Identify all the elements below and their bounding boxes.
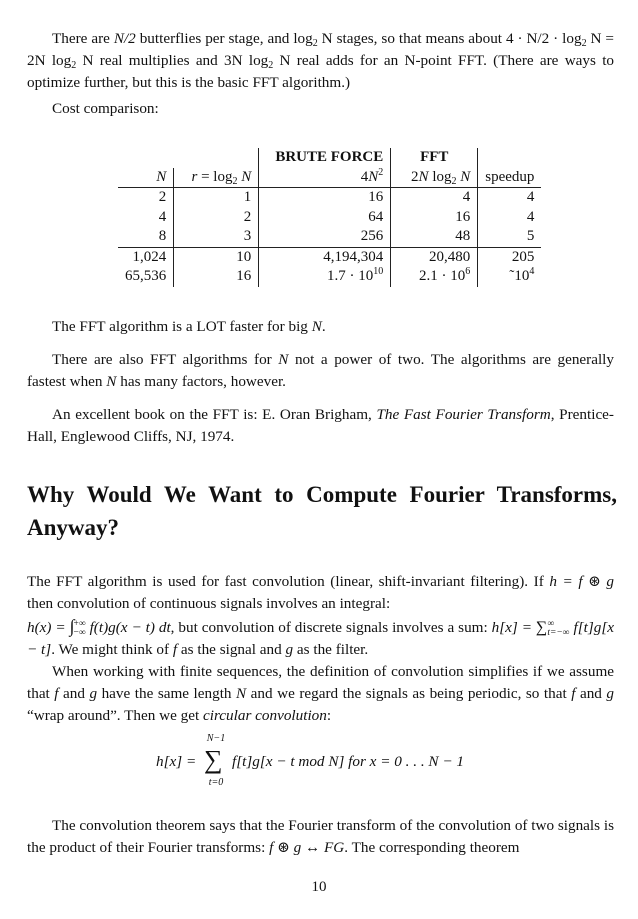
table-row: 65,536 16 $1.7 \cdot 10^{10}$ $2.1 \cdot 10^6$ $˜10^4$ [118,267,541,287]
paragraph-circular-convolution: When working with finite sequences, the definition of convolution simplifies if we assume that f and g have the same length N and we regard the signals as being periodic, so that f and g “wrap around”. Then we get circular convolution: [27,663,614,724]
page-number: 10 [311,879,327,895]
circular-convolution-equation: h[x] = N−1 ∑ t=0 f[t]g[x − t mod N] for x = 0 . . . N − 1 [156,733,464,788]
paragraph-book-reference: An excellent book on the FFT is: E. Oran Brigham, The Fast Fourier Transform, Prentice-Hall, Englewood Cliffs, NJ, 1974. [27,406,614,445]
cost-comparison-table [118,148,541,287]
header-n: N [118,168,174,188]
paragraph-fft-faster: The FFT algorithm is a LOT faster for big N. [52,318,326,335]
cost-comparison-label: Cost comparison: [52,100,159,117]
paragraph-fft-cost: There are N/2 butterflies per stage, and $\log_2 N$ stages, so that means about $4 \cdot N/2 \cdot \log_2 N = 2N$ $\log_2 N$ real multiplies and 3N $\log_2 N$ real adds for an N-point FFT. (There are ways to optimize further, but this is the basic FFT algorithm.) [27,30,615,91]
table-row: 8 3 256 48 5 [118,227,541,247]
table-header-row-2 [118,168,541,188]
paragraph-convolution: The FFT algorithm is used for fast convolution (linear, shift-invariant filtering). If h = f ⊛ g then convolution of continuous signals involves an integral: h(x) = ∫+∞ −∞ f(t)g(x − t) dt, but convolution of discrete signals involves a sum: h[x] = ∑∞ t=−∞ f[t]g[x − t]. We might think of f as the signal and g as the filter. [27,573,614,658]
header-fft: FFT [391,148,478,168]
header-r: $r = \log_2 N$ [174,168,259,188]
table-row: 2 1 16 4 4 [118,188,541,208]
header-fft-formula: 2N $\log_2 N$ [391,168,478,188]
book-title: The Fast Fourier Transform [376,406,551,423]
table-header-row-1 [118,148,541,168]
table-row: 4 2 64 16 4 [118,208,541,228]
section-heading: Why Would We Want to Compute Fourier Transforms, Anyway? [27,482,617,540]
paragraph-non-power-two: There are also FFT algorithms for N not a power of two. The algorithms are generally fastest when N has many factors, however. [27,351,614,390]
header-brute-formula: $4N^2$ [259,168,391,188]
paragraph-convolution-theorem: The convolution theorem says that the Fourier transform of the convolution of two signals is the product of their Fourier transforms: f ⊛ g ↔ FG. The corresponding theorem [27,817,614,856]
header-brute-force: BRUTE FORCE [259,148,391,168]
table-row: 1,024 10 4,194,304 20,480 205 [118,247,541,267]
header-speedup: speedup [478,168,542,188]
